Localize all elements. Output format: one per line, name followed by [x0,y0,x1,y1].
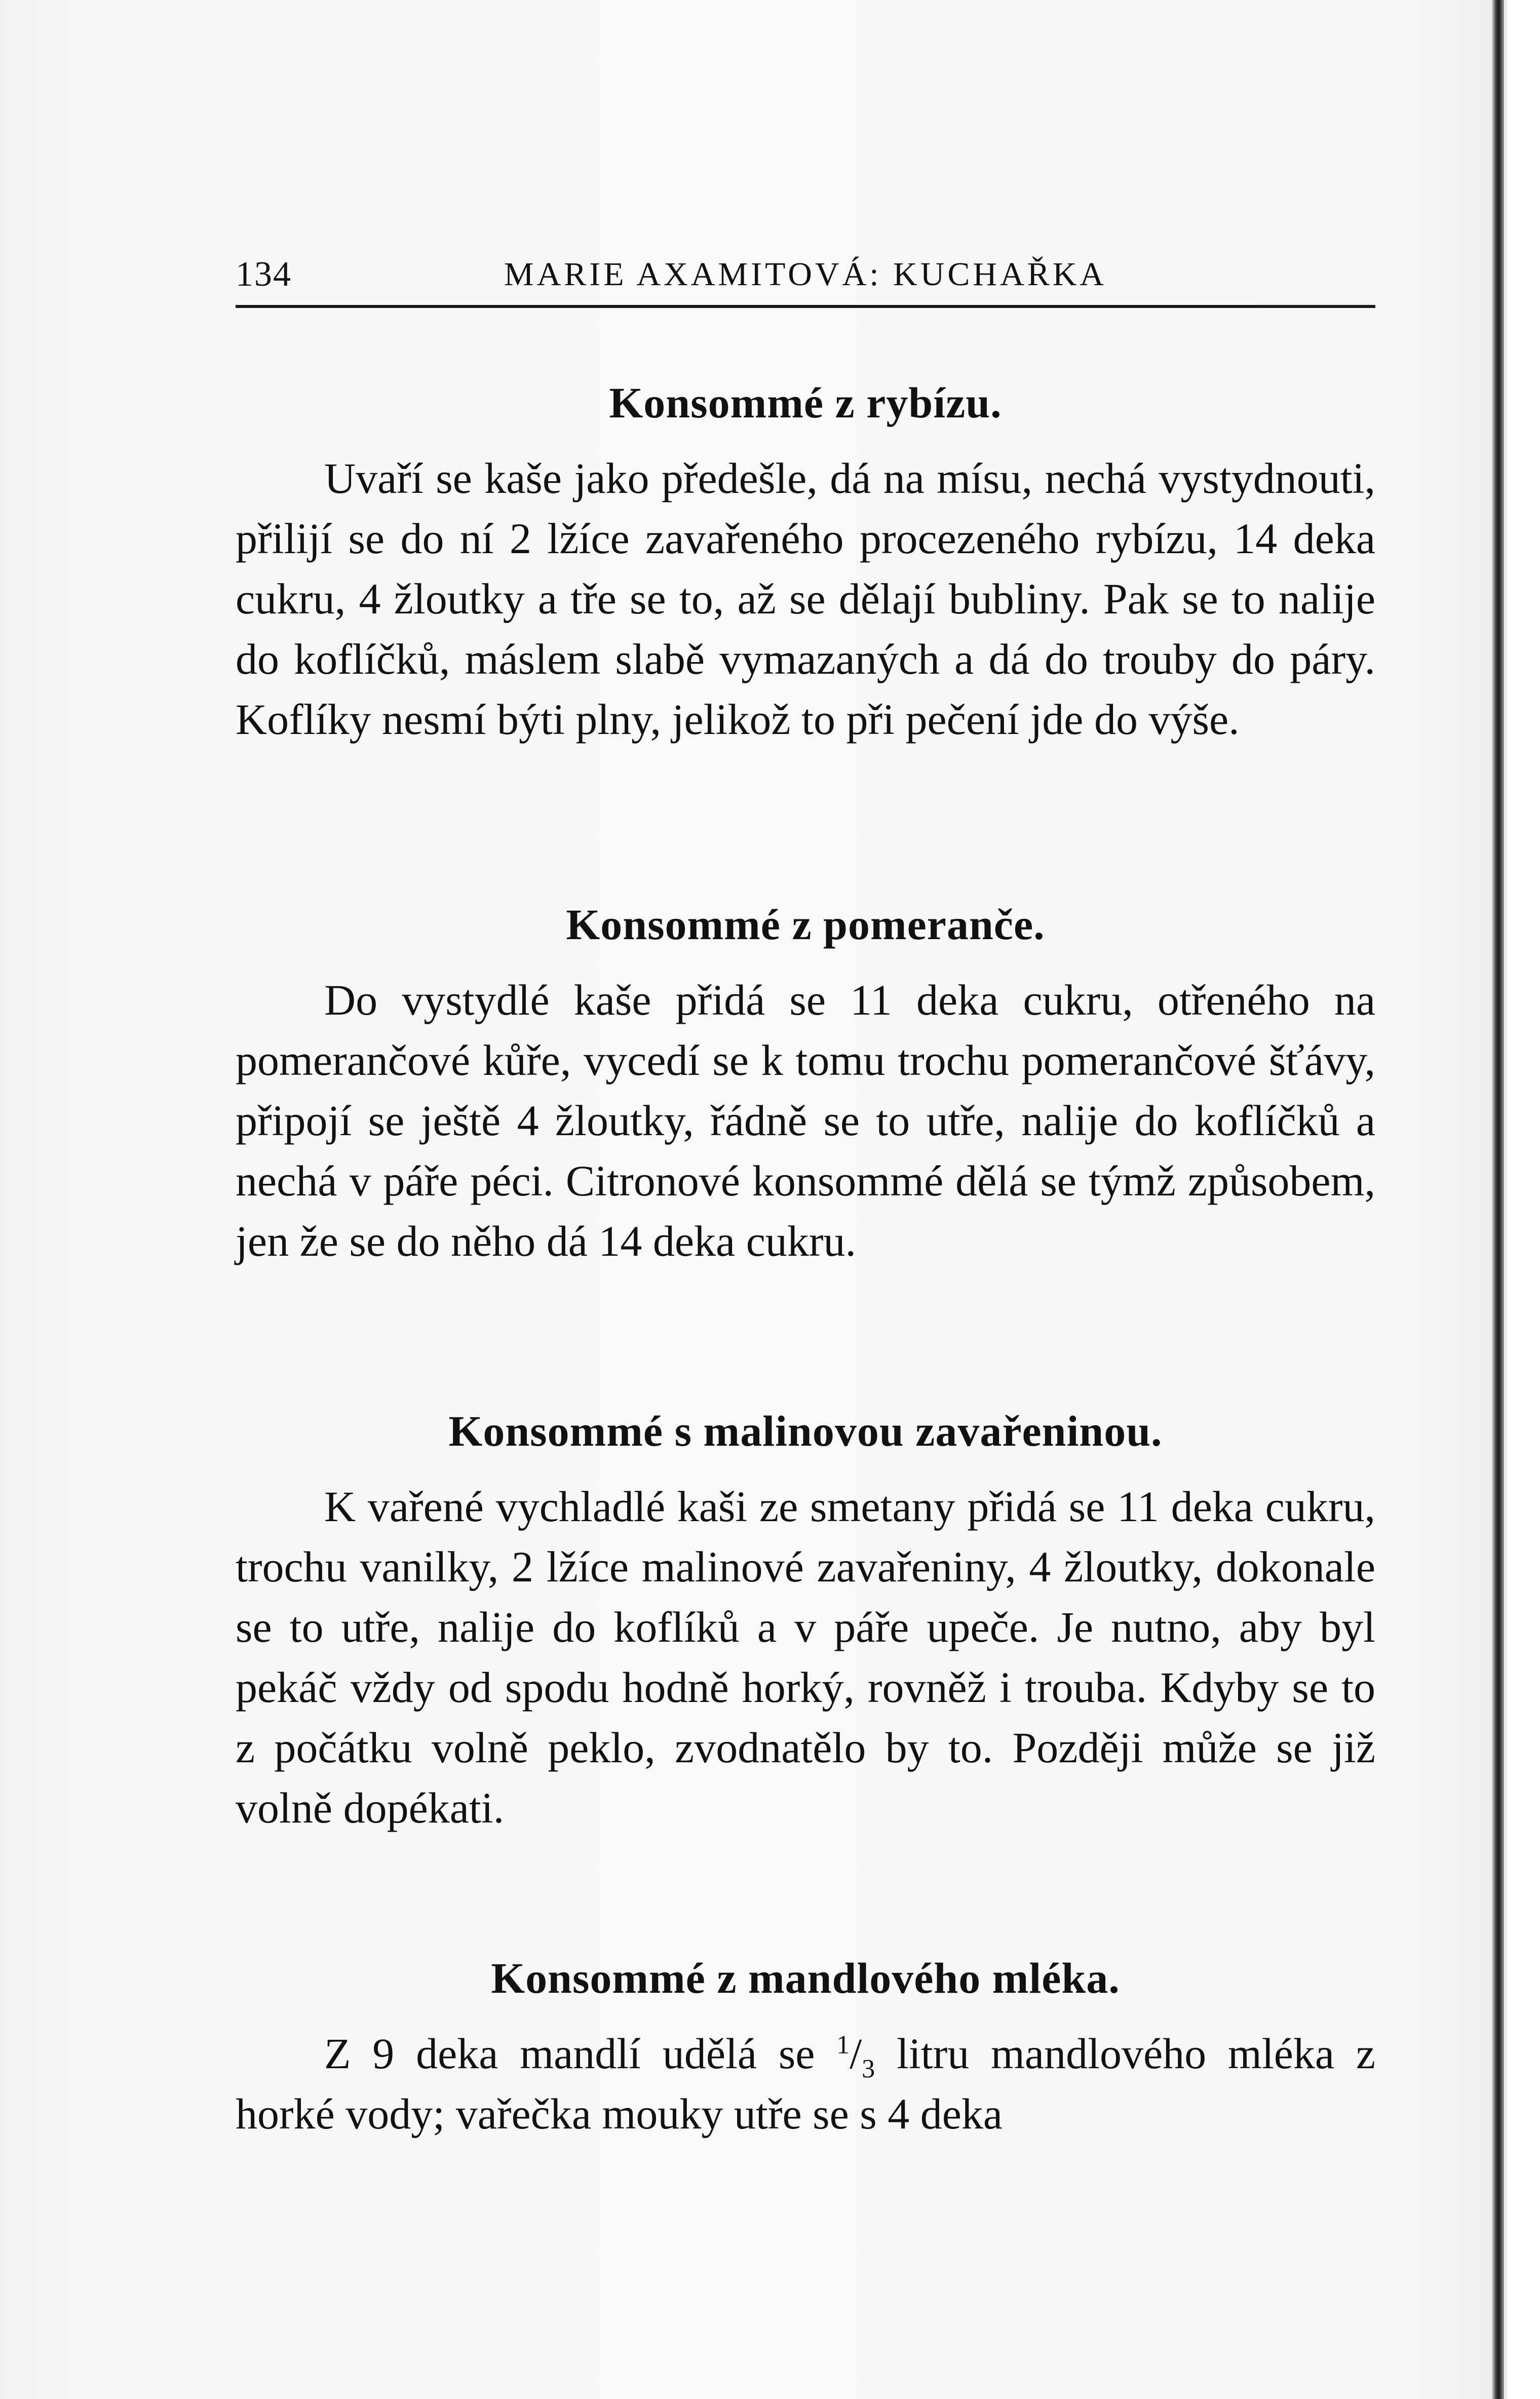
recipe-section-mandlove [236,1948,1375,2144]
fraction-numerator: 1 [836,2030,850,2060]
running-head [236,249,1375,308]
running-head-title: MARIE AXAMITOVÁ: KUCHAŘKA [504,256,1107,293]
recipe-title: Konsommé z pomeranče. [566,900,1045,949]
paragraph-text-end: litru mandlového mléka z horké vody; vařečka mouky utře se s 4 deka [236,2029,1376,2138]
recipe-title: Konsommé s malinovou zavařeninou. [448,1407,1163,1455]
recipe-paragraph: Z 9 deka mandlí udělá se $^1/_3$ litru mandlového mléka z horké vody; vařečka mouky utře se s 4 deka [236,2029,1376,2138]
page-number: 134 [236,255,292,294]
paragraph-text-start: Z 9 deka mandlí udělá se [324,2029,815,2078]
recipe-title: Konsommé z mandlového mléka. [491,1954,1120,2002]
recipe-title: Konsommé z rybízu. [609,378,1002,427]
recipe-section-pomeranc [236,894,1375,1271]
recipe-paragraph: Do vystydlé kaše přidá se 11 deka cukru, otřeného na pomerančové kůře, vycedí se k tomu trochu pomerančové šťávy, připojí se ještě 4 žloutky, řádně se to utře, nalije do koflíčků a nechá v páře péci. Citronové konsommé dělá se týmž způsobem, jen že se do něho dá 14 deka cukru. [236,976,1375,1265]
recipe-paragraph: Uvaří se kaše jako předešle, dá na mísu, nechá vystydnouti, přilijí se do ní 2 lžíce zavařeného procezeného rybízu, 14 deka cukru, 4 žloutky a tře se to, až se dělají bubliny. Pak se to nalije do koflíčků, máslem slabě vymazaných a dá do trouby do páry. Koflíky nesmí býti plny, jelikož to při pečení jde do výše. [236,454,1375,744]
recipe-section-rybiz [236,372,1375,750]
recipe-section-malinova [236,1401,1375,1838]
fraction-denominator: 3 [862,2055,875,2084]
recipe-paragraph: K vařené vychladlé kaši ze smetany přidá se 11 deka cukru, trochu vanilky, 2 lžíce malinové zavařeniny, 4 žloutky, dokonale se to utře, nalije do koflíků a v páře upeče. Je nutno, aby byl pekáč vždy od spodu hodně horký, rovněž i trouba. Kdyby se to z počátku volně peklo, zvodnatělo by to. Později může se již volně dopékati. [236,1482,1375,1832]
book-spine-edge [1492,0,1504,2399]
